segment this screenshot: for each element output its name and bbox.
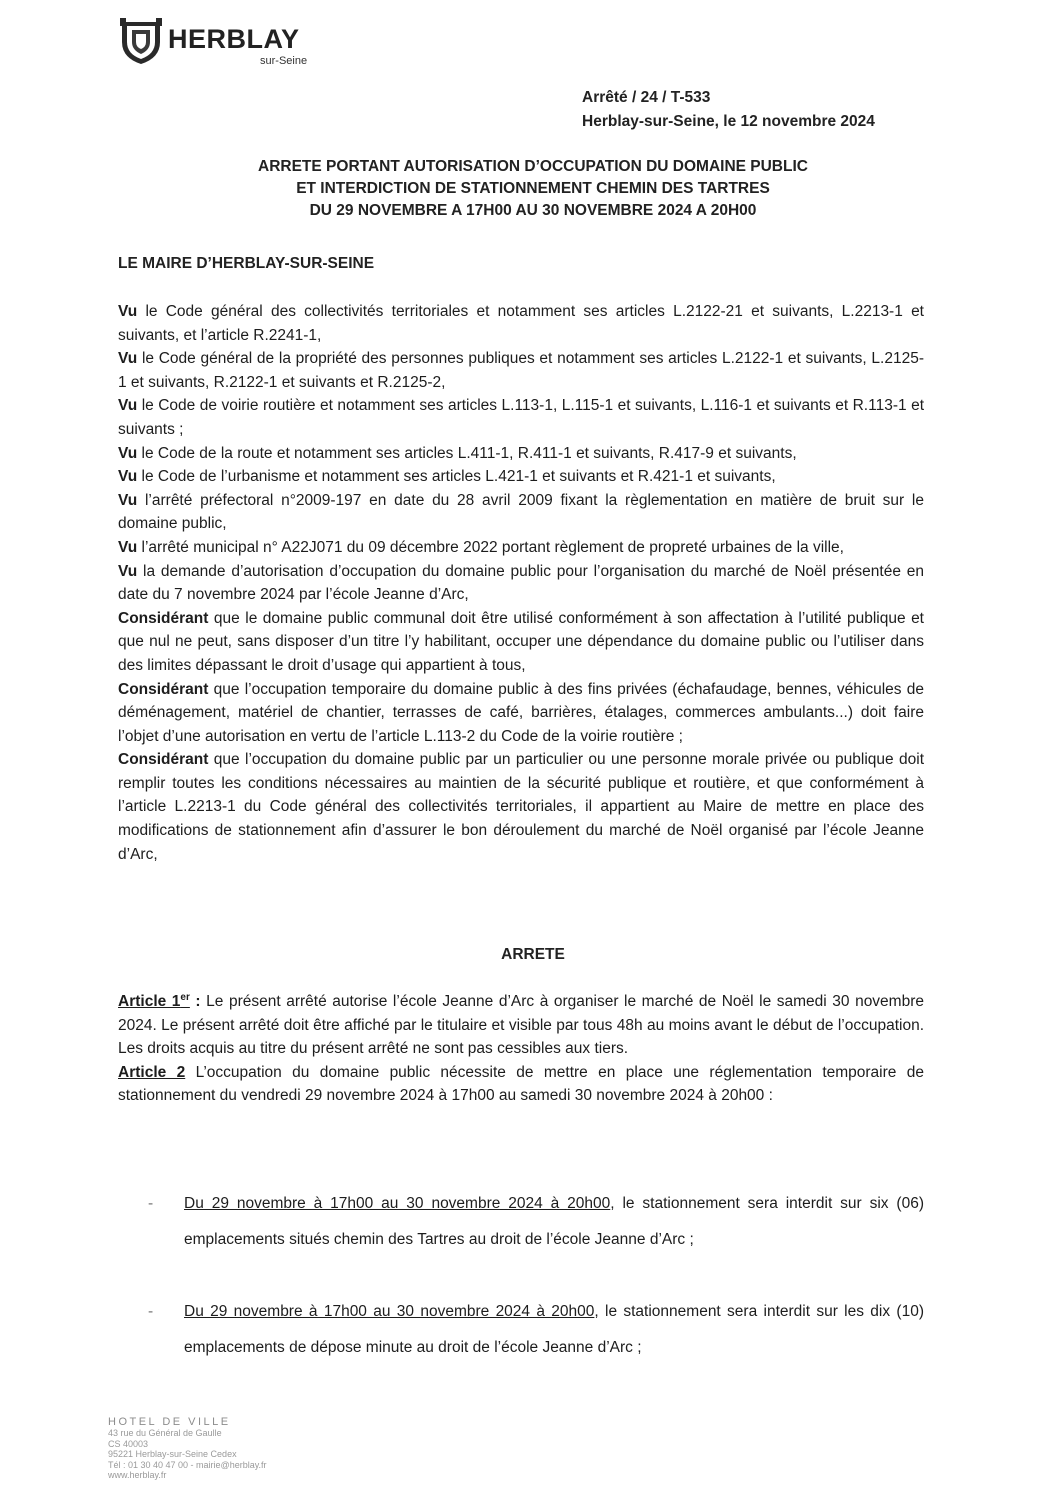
visas-block — [118, 300, 924, 866]
footer-line: 95221 Herblay-sur-Seine Cedex — [108, 1449, 237, 1459]
visa-paragraph: Vu le Code de l’urbanisme et notamment ses articles L.421-1 et suivants et R.421-1 et suivants, — [118, 468, 776, 486]
visa-paragraph: Vu le Code général des collectivités territoriales et notamment ses articles L.2122-21 et suivants, L.2213-1 et suivants, et l’article R.2241-1, — [118, 303, 924, 344]
considerant-paragraph: Considérant que le domaine public communal doit être utilisé conformément à son affectation à l’utilité publique et que nul ne peut, sans disposer d’un titre l’y habilitant, occuper une dépendance du domaine public ou l’utiliser dans des limites dépassant le droit d’usage qui appartient à tous, — [118, 609, 924, 674]
footer-address — [108, 1416, 328, 1481]
bullet-period: Du 29 novembre à 17h00 au 30 novembre 2024 à 20h00 — [184, 1195, 611, 1212]
article-2: Article 2 L’occupation du domaine public nécessite de mettre en place une réglementation temporaire de stationnement du vendredi 29 novembre 2024 à 17h00 au samedi 30 novembre 2024 à 20h00 : — [118, 1063, 925, 1105]
article-1: Article 1er : Le présent arrêté autorise l’école Jeanne d’Arc à organiser le marché de Noël le samedi 30 novembre 2024. Le présent arrêté doit être affiché par le titulaire et visible par tous 48h au moins avant le début de l’occupation. Les droits acquis au titre du présent arrêté ne sont pas cessibles aux tiers. — [118, 991, 924, 1058]
bullet-dash: - — [148, 1195, 154, 1212]
footer-line: 43 rue du Général de Gaulle — [108, 1428, 222, 1438]
list-item: - Du 29 novembre à 17h00 au 30 novembre 2024 à 20h00, le stationnement sera interdit sur les dix (10) emplacements de dépose minute au droit de l’école Jeanne d’Arc ; — [148, 1294, 924, 1374]
considerant-paragraph: Considérant que l’occupation du domaine public par un particulier ou une personne morale privée ou publique doit remplir toutes les conditions nécessaires au maintien de la sécurité publique et routière, et que conformément à l’article L.2213-1 du Code général des collectivités territoriales, il appartient au Maire de mettre en place des modifications de stationnement afin d’assurer le bon déroulement du marché de Noël organisé par l’école Jeanne d’Arc, — [118, 751, 924, 863]
title-line-1: ARRETE PORTANT AUTORISATION D’OCCUPATION DU DOMAINE PUBLIC — [258, 158, 808, 175]
visa-paragraph: Vu l’arrêté municipal n° A22J071 du 09 décembre 2022 portant règlement de propreté urbaines de la ville, — [118, 538, 844, 556]
arrete-number: Arrêté / 24 / T-533 — [582, 89, 711, 106]
visa-paragraph: Vu l’arrêté préfectoral n°2009-197 en date du 28 avril 2009 fixant la règlementation en matière de bruit sur le domaine public, — [118, 491, 924, 533]
reference-block — [582, 86, 922, 134]
herblay-logo — [118, 14, 348, 74]
visa-paragraph: Vu le Code de voirie routière et notamment ses articles L.113-1, L.115-1 et suivants, L.116-1 et suivants et R.113-1 et suivants ; — [118, 397, 924, 438]
list-item: - Du 29 novembre à 17h00 au 30 novembre 2024 à 20h00, le stationnement sera interdit sur six (06) emplacements situés chemin des Tartres au droit de l’école Jeanne d’Arc ; — [148, 1186, 924, 1266]
visa-paragraph: Vu la demande d’autorisation d’occupation du domaine public pour l’organisation du marché de Noël présentée en date du 7 novembre 2024 par l’école Jeanne d’Arc, — [118, 562, 924, 604]
crest-icon — [118, 16, 164, 66]
visa-paragraph: Vu le Code général de la propriété des personnes publiques et notamment ses articles L.2122-1 et suivants, L.2125-1 et suivants, R.2122-1 et suivants et R.2125-2, — [118, 350, 924, 391]
considerant-paragraph: Considérant que l’occupation temporaire du domaine public à des fins privées (échafaudage, bennes, véhicules de déménagement, matériel de chantier, terrasses de café, barrières, étalages, commerces ambulants...) doit faire l’objet d’une autorisation en vertu de l’article L.113-2 du Code de la voirie routière ; — [118, 680, 924, 745]
logo-name: HERBLAY — [168, 24, 300, 54]
footer-line: Tél : 01 30 40 47 00 - mairie@herblay.fr — [108, 1459, 267, 1470]
logo-subtitle: sur-Seine — [260, 55, 308, 67]
title-line-3: DU 29 NOVEMBRE A 17H00 AU 30 NOVEMBRE 2024 A 20H00 — [309, 202, 757, 219]
arrete-heading: ARRETE — [501, 946, 565, 963]
footer-line: www.herblay.fr — [108, 1470, 167, 1480]
article-1-label: Article 1er — [118, 991, 190, 1010]
footer-hotel: HOTEL DE VILLE — [108, 1416, 231, 1428]
visa-paragraph: Vu le Code de la route et notamment ses articles L.411-1, R.411-1 et suivants, R.417-9 et suivants, — [118, 444, 797, 462]
place-date: Herblay-sur-Seine, le 12 novembre 2024 — [582, 113, 875, 130]
articles-block — [118, 990, 924, 1108]
bullet-period: Du 29 novembre à 17h00 au 30 novembre 2024 à 20h00 — [184, 1303, 595, 1320]
maire-heading: LE MAIRE D’HERBLAY-SUR-SEINE — [118, 255, 375, 272]
bullet-dash: - — [148, 1303, 154, 1320]
document-title — [118, 156, 948, 222]
article-2-label: Article 2 — [118, 1063, 186, 1081]
footer-line: CS 40003 — [108, 1438, 149, 1449]
title-line-2: ET INTERDICTION DE STATIONNEMENT CHEMIN DES TARTRES — [296, 180, 770, 197]
